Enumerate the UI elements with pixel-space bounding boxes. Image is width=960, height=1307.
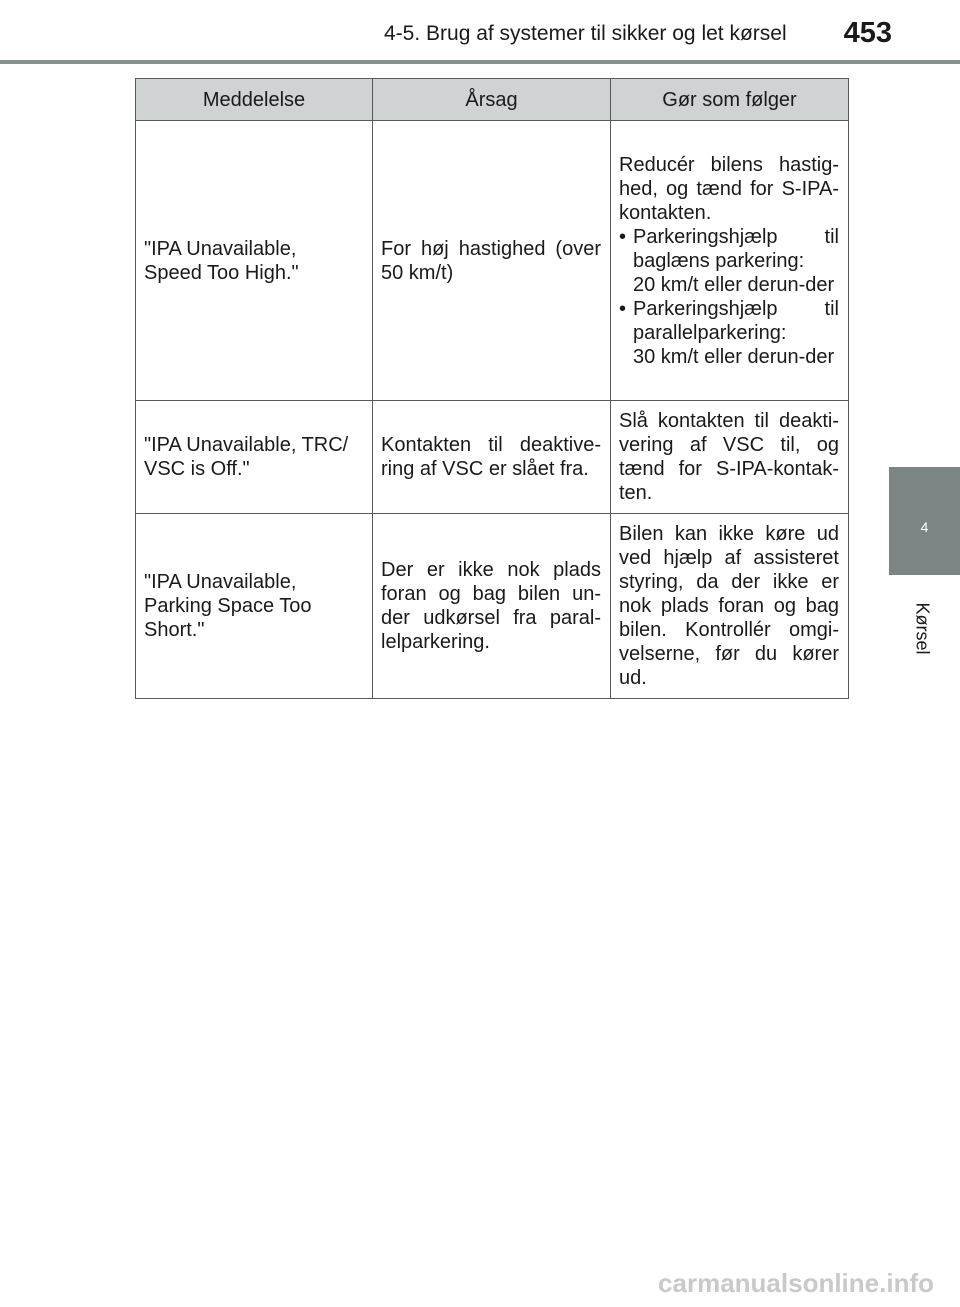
action-cell (611, 121, 849, 401)
bullet-value: 30 km/t eller derun-der (633, 345, 835, 368)
table-row (136, 514, 849, 699)
header-divider (0, 60, 960, 64)
table-row (136, 121, 849, 401)
bullet-title: Parkeringshjælp til parallelparkering: (633, 297, 839, 344)
bullet-title: Parkeringshjælp til baglæns parkering: (633, 225, 839, 272)
action-intro: Reducér bilens hastig-hed, og tænd for S-IPA-kontakten. (619, 153, 839, 224)
message-cell (136, 514, 373, 699)
header-action: Gør som følger (611, 79, 849, 121)
chapter-label-text: Kørsel (912, 601, 933, 655)
cause-text: Kontakten til deaktive-ring af VSC er slået fra. (381, 434, 601, 480)
message-text: "IPA Unavailable, Parking Space Too Short." (144, 571, 312, 641)
header-cause: Årsag (373, 79, 611, 121)
action-text: Slå kontakten til deakti-vering af VSC til, og tænd for S-IPA-kontak-ten. (619, 410, 839, 504)
cause-cell (373, 401, 611, 514)
bullet-icon: • (619, 225, 627, 248)
action-cell (611, 514, 849, 699)
list-item (619, 297, 839, 345)
section-title: 4-5. Brug af systemer til sikker og let kørsel (384, 22, 787, 45)
bullet-icon: • (619, 297, 627, 320)
message-cell (136, 121, 373, 401)
chapter-number: 4 (920, 519, 929, 535)
page-number: 453 (843, 17, 892, 49)
bullet-value: 20 km/t eller derun-der (633, 273, 835, 296)
message-cell (136, 401, 373, 514)
message-table (135, 78, 849, 699)
cause-cell (373, 514, 611, 699)
table-row (136, 401, 849, 514)
cause-cell (373, 121, 611, 401)
table-header-row (136, 79, 849, 121)
action-text: Bilen kan ikke køre ud ved hjælp af assisteret styring, da der ikke er nok plads foran og bag bilen. Kontrollér omgi-velserne, før du kører ud. (619, 523, 839, 689)
action-cell (611, 401, 849, 514)
cause-text: For høj hastighed (over 50 km/t) (381, 237, 601, 284)
chapter-tab[interactable] (889, 467, 960, 575)
message-text: "IPA Unavailable, TRC/ VSC is Off." (144, 434, 349, 480)
header-message: Meddelelse (136, 79, 373, 121)
chapter-label (904, 588, 940, 668)
cause-text: Der er ikke nok plads foran og bag bilen un-der udkørsel fra paral-lelparkering. (381, 559, 601, 653)
list-item (619, 225, 839, 273)
message-text: "IPA Unavailable, Speed Too High." (144, 237, 299, 284)
watermark: carmanualsonline.info (658, 1268, 934, 1298)
